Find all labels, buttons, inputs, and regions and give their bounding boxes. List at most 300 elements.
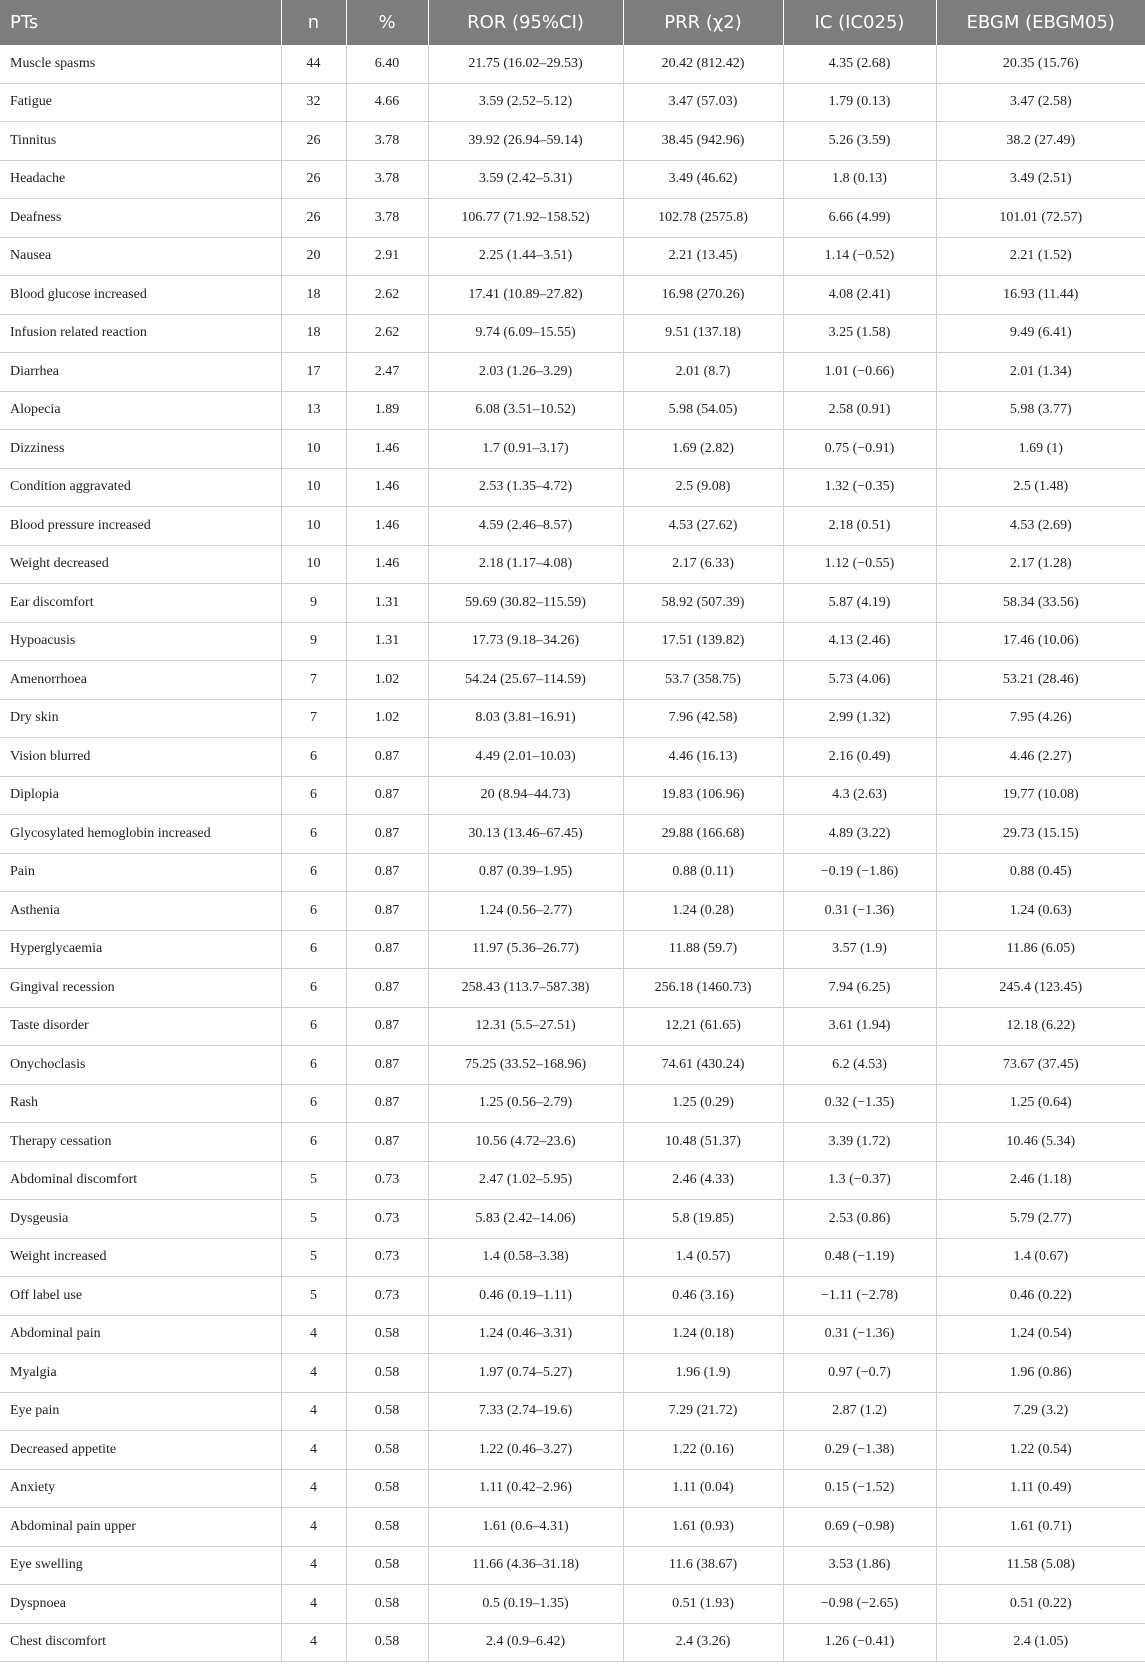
cell-ic: 4.3 (2.63) xyxy=(783,776,936,815)
cell-pt: Decreased appetite xyxy=(0,1431,281,1470)
cell-ic: 2.53 (0.86) xyxy=(783,1200,936,1239)
table-row xyxy=(0,45,1145,83)
cell-percent: 1.31 xyxy=(346,584,428,623)
cell-percent: 0.87 xyxy=(346,1123,428,1162)
table-row xyxy=(0,83,1145,122)
cell-pt: Diarrhea xyxy=(0,353,281,392)
cell-percent: 0.87 xyxy=(346,1046,428,1085)
cell-pt: Off label use xyxy=(0,1277,281,1316)
cell-pt: Pain xyxy=(0,853,281,892)
cell-ror: 1.61 (0.6–4.31) xyxy=(428,1508,623,1547)
cell-pt: Tinnitus xyxy=(0,122,281,161)
cell-pt: Eye swelling xyxy=(0,1546,281,1585)
cell-ror: 1.22 (0.46–3.27) xyxy=(428,1431,623,1470)
cell-prr: 7.29 (21.72) xyxy=(623,1392,783,1431)
cell-ebgm: 1.24 (0.63) xyxy=(936,892,1145,931)
cell-n: 5 xyxy=(281,1200,346,1239)
cell-percent: 3.78 xyxy=(346,199,428,238)
cell-prr: 2.4 (3.26) xyxy=(623,1623,783,1662)
cell-ror: 75.25 (33.52–168.96) xyxy=(428,1046,623,1085)
table-row xyxy=(0,1123,1145,1162)
header-ebgm: EBGM (EBGM05) xyxy=(936,0,1145,45)
cell-percent: 1.02 xyxy=(346,661,428,700)
table-row xyxy=(0,930,1145,969)
cell-ebgm: 1.4 (0.67) xyxy=(936,1238,1145,1277)
header-n: n xyxy=(281,0,346,45)
cell-pt: Muscle spasms xyxy=(0,45,281,83)
cell-prr: 102.78 (2575.8) xyxy=(623,199,783,238)
table-row xyxy=(0,892,1145,931)
cell-n: 26 xyxy=(281,122,346,161)
cell-ic: 0.75 (−0.91) xyxy=(783,430,936,469)
cell-ic: 3.25 (1.58) xyxy=(783,314,936,353)
cell-n: 9 xyxy=(281,622,346,661)
cell-ebgm: 20.35 (15.76) xyxy=(936,45,1145,83)
table-row xyxy=(0,122,1145,161)
cell-percent: 6.40 xyxy=(346,45,428,83)
cell-n: 18 xyxy=(281,276,346,315)
table-row xyxy=(0,1238,1145,1277)
cell-ror: 1.4 (0.58–3.38) xyxy=(428,1238,623,1277)
cell-n: 4 xyxy=(281,1469,346,1508)
cell-ic: 1.26 (−0.41) xyxy=(783,1623,936,1662)
cell-prr: 11.6 (38.67) xyxy=(623,1546,783,1585)
table-row xyxy=(0,545,1145,584)
cell-ror: 2.53 (1.35–4.72) xyxy=(428,468,623,507)
cell-ic: 5.73 (4.06) xyxy=(783,661,936,700)
cell-percent: 0.58 xyxy=(346,1392,428,1431)
cell-percent: 2.62 xyxy=(346,314,428,353)
table-row xyxy=(0,622,1145,661)
table-row xyxy=(0,430,1145,469)
cell-percent: 1.46 xyxy=(346,430,428,469)
cell-n: 6 xyxy=(281,815,346,854)
cell-pt: Myalgia xyxy=(0,1354,281,1393)
cell-pt: Headache xyxy=(0,160,281,199)
cell-n: 4 xyxy=(281,1585,346,1624)
cell-ic: 1.12 (−0.55) xyxy=(783,545,936,584)
table-row xyxy=(0,199,1145,238)
cell-prr: 1.61 (0.93) xyxy=(623,1508,783,1547)
cell-ebgm: 2.01 (1.34) xyxy=(936,353,1145,392)
cell-ic: 0.48 (−1.19) xyxy=(783,1238,936,1277)
cell-ror: 11.97 (5.36–26.77) xyxy=(428,930,623,969)
cell-ebgm: 53.21 (28.46) xyxy=(936,661,1145,700)
cell-ebgm: 10.46 (5.34) xyxy=(936,1123,1145,1162)
cell-pt: Abdominal discomfort xyxy=(0,1161,281,1200)
cell-ic: 0.29 (−1.38) xyxy=(783,1431,936,1470)
cell-ebgm: 1.24 (0.54) xyxy=(936,1315,1145,1354)
cell-pt: Hyperglycaemia xyxy=(0,930,281,969)
cell-ic: 5.26 (3.59) xyxy=(783,122,936,161)
cell-percent: 0.87 xyxy=(346,892,428,931)
cell-n: 9 xyxy=(281,584,346,623)
cell-ebgm: 5.98 (3.77) xyxy=(936,391,1145,430)
cell-ebgm: 3.47 (2.58) xyxy=(936,83,1145,122)
cell-percent: 3.78 xyxy=(346,160,428,199)
cell-ror: 1.24 (0.56–2.77) xyxy=(428,892,623,931)
cell-ebgm: 1.22 (0.54) xyxy=(936,1431,1145,1470)
cell-ror: 2.4 (0.9–6.42) xyxy=(428,1623,623,1662)
table-row xyxy=(0,1431,1145,1470)
cell-percent: 0.87 xyxy=(346,930,428,969)
cell-ebgm: 11.58 (5.08) xyxy=(936,1546,1145,1585)
cell-n: 6 xyxy=(281,738,346,777)
cell-pt: Abdominal pain xyxy=(0,1315,281,1354)
cell-prr: 256.18 (1460.73) xyxy=(623,969,783,1008)
cell-ror: 8.03 (3.81–16.91) xyxy=(428,699,623,738)
cell-prr: 3.47 (57.03) xyxy=(623,83,783,122)
cell-ror: 4.49 (2.01–10.03) xyxy=(428,738,623,777)
cell-pt: Abdominal pain upper xyxy=(0,1508,281,1547)
cell-prr: 20.42 (812.42) xyxy=(623,45,783,83)
header-prr: PRR (χ2) xyxy=(623,0,783,45)
cell-ror: 39.92 (26.94–59.14) xyxy=(428,122,623,161)
cell-prr: 1.24 (0.18) xyxy=(623,1315,783,1354)
cell-n: 6 xyxy=(281,776,346,815)
table-row xyxy=(0,353,1145,392)
cell-ic: 2.58 (0.91) xyxy=(783,391,936,430)
cell-percent: 2.62 xyxy=(346,276,428,315)
cell-ror: 2.18 (1.17–4.08) xyxy=(428,545,623,584)
cell-prr: 0.46 (3.16) xyxy=(623,1277,783,1316)
cell-prr: 1.4 (0.57) xyxy=(623,1238,783,1277)
cell-ror: 54.24 (25.67–114.59) xyxy=(428,661,623,700)
cell-n: 13 xyxy=(281,391,346,430)
cell-ebgm: 0.51 (0.22) xyxy=(936,1585,1145,1624)
cell-prr: 2.17 (6.33) xyxy=(623,545,783,584)
cell-ic: 0.15 (−1.52) xyxy=(783,1469,936,1508)
cell-prr: 2.21 (13.45) xyxy=(623,237,783,276)
cell-ic: 6.2 (4.53) xyxy=(783,1046,936,1085)
cell-ebgm: 1.69 (1) xyxy=(936,430,1145,469)
cell-ror: 0.5 (0.19–1.35) xyxy=(428,1585,623,1624)
cell-ebgm: 4.53 (2.69) xyxy=(936,507,1145,546)
cell-ror: 4.59 (2.46–8.57) xyxy=(428,507,623,546)
cell-ic: 5.87 (4.19) xyxy=(783,584,936,623)
cell-ebgm: 2.5 (1.48) xyxy=(936,468,1145,507)
cell-prr: 1.22 (0.16) xyxy=(623,1431,783,1470)
cell-percent: 0.58 xyxy=(346,1623,428,1662)
cell-ror: 30.13 (13.46–67.45) xyxy=(428,815,623,854)
cell-pt: Blood glucose increased xyxy=(0,276,281,315)
table-row xyxy=(0,1007,1145,1046)
table-row xyxy=(0,1623,1145,1662)
cell-n: 7 xyxy=(281,699,346,738)
cell-pt: Vision blurred xyxy=(0,738,281,777)
cell-n: 17 xyxy=(281,353,346,392)
table-row xyxy=(0,738,1145,777)
table-row xyxy=(0,1315,1145,1354)
table-body xyxy=(0,45,1145,1662)
cell-ic: 4.08 (2.41) xyxy=(783,276,936,315)
cell-ebgm: 0.46 (0.22) xyxy=(936,1277,1145,1316)
cell-percent: 0.87 xyxy=(346,738,428,777)
table-row xyxy=(0,391,1145,430)
table-row xyxy=(0,1585,1145,1624)
cell-ror: 1.7 (0.91–3.17) xyxy=(428,430,623,469)
table-row xyxy=(0,1469,1145,1508)
cell-ic: 2.87 (1.2) xyxy=(783,1392,936,1431)
cell-pt: Ear discomfort xyxy=(0,584,281,623)
cell-pt: Therapy cessation xyxy=(0,1123,281,1162)
cell-percent: 0.87 xyxy=(346,853,428,892)
table-row xyxy=(0,776,1145,815)
cell-percent: 0.87 xyxy=(346,815,428,854)
cell-ror: 0.87 (0.39–1.95) xyxy=(428,853,623,892)
cell-prr: 10.48 (51.37) xyxy=(623,1123,783,1162)
cell-prr: 7.96 (42.58) xyxy=(623,699,783,738)
table-row xyxy=(0,160,1145,199)
cell-n: 5 xyxy=(281,1161,346,1200)
cell-ebgm: 9.49 (6.41) xyxy=(936,314,1145,353)
cell-n: 10 xyxy=(281,468,346,507)
cell-ebgm: 12.18 (6.22) xyxy=(936,1007,1145,1046)
cell-prr: 1.69 (2.82) xyxy=(623,430,783,469)
cell-n: 10 xyxy=(281,545,346,584)
cell-pt: Dysgeusia xyxy=(0,1200,281,1239)
cell-ebgm: 0.88 (0.45) xyxy=(936,853,1145,892)
cell-prr: 0.51 (1.93) xyxy=(623,1585,783,1624)
cell-ebgm: 58.34 (33.56) xyxy=(936,584,1145,623)
table-row xyxy=(0,468,1145,507)
cell-prr: 29.88 (166.68) xyxy=(623,815,783,854)
table-row xyxy=(0,1508,1145,1547)
cell-ic: 0.69 (−0.98) xyxy=(783,1508,936,1547)
cell-percent: 0.58 xyxy=(346,1585,428,1624)
cell-prr: 9.51 (137.18) xyxy=(623,314,783,353)
cell-percent: 0.73 xyxy=(346,1238,428,1277)
cell-ror: 17.73 (9.18–34.26) xyxy=(428,622,623,661)
cell-prr: 4.46 (16.13) xyxy=(623,738,783,777)
table-row xyxy=(0,1392,1145,1431)
cell-prr: 4.53 (27.62) xyxy=(623,507,783,546)
cell-pt: Chest discomfort xyxy=(0,1623,281,1662)
cell-ic: 0.31 (−1.36) xyxy=(783,1315,936,1354)
cell-ic: 4.35 (2.68) xyxy=(783,45,936,83)
cell-ic: 1.32 (−0.35) xyxy=(783,468,936,507)
table-row xyxy=(0,853,1145,892)
cell-n: 26 xyxy=(281,160,346,199)
cell-n: 4 xyxy=(281,1546,346,1585)
cell-ic: 7.94 (6.25) xyxy=(783,969,936,1008)
cell-ebgm: 3.49 (2.51) xyxy=(936,160,1145,199)
table-row xyxy=(0,699,1145,738)
header-row xyxy=(0,0,1145,45)
cell-ror: 6.08 (3.51–10.52) xyxy=(428,391,623,430)
cell-ic: 2.18 (0.51) xyxy=(783,507,936,546)
cell-n: 6 xyxy=(281,853,346,892)
table-row xyxy=(0,1546,1145,1585)
cell-ror: 106.77 (71.92–158.52) xyxy=(428,199,623,238)
cell-ror: 1.11 (0.42–2.96) xyxy=(428,1469,623,1508)
cell-pt: Eye pain xyxy=(0,1392,281,1431)
cell-ic: 3.61 (1.94) xyxy=(783,1007,936,1046)
table-row xyxy=(0,584,1145,623)
cell-percent: 0.58 xyxy=(346,1546,428,1585)
cell-percent: 1.46 xyxy=(346,468,428,507)
cell-n: 6 xyxy=(281,892,346,931)
cell-ebgm: 4.46 (2.27) xyxy=(936,738,1145,777)
cell-ebgm: 73.67 (37.45) xyxy=(936,1046,1145,1085)
table-row xyxy=(0,1354,1145,1393)
cell-percent: 2.47 xyxy=(346,353,428,392)
cell-ic: 1.14 (−0.52) xyxy=(783,237,936,276)
cell-percent: 0.73 xyxy=(346,1200,428,1239)
table-header xyxy=(0,0,1145,45)
cell-prr: 5.8 (19.85) xyxy=(623,1200,783,1239)
table-row xyxy=(0,969,1145,1008)
cell-prr: 12.21 (61.65) xyxy=(623,1007,783,1046)
table-row xyxy=(0,1161,1145,1200)
cell-percent: 0.58 xyxy=(346,1469,428,1508)
cell-pt: Taste disorder xyxy=(0,1007,281,1046)
table-row xyxy=(0,815,1145,854)
cell-n: 26 xyxy=(281,199,346,238)
cell-percent: 1.31 xyxy=(346,622,428,661)
cell-ror: 17.41 (10.89–27.82) xyxy=(428,276,623,315)
header-ror: ROR (95%CI) xyxy=(428,0,623,45)
cell-ebgm: 1.11 (0.49) xyxy=(936,1469,1145,1508)
cell-n: 5 xyxy=(281,1238,346,1277)
cell-ror: 5.83 (2.42–14.06) xyxy=(428,1200,623,1239)
cell-pt: Weight increased xyxy=(0,1238,281,1277)
cell-prr: 2.5 (9.08) xyxy=(623,468,783,507)
cell-pt: Infusion related reaction xyxy=(0,314,281,353)
header-percent: % xyxy=(346,0,428,45)
cell-percent: 0.58 xyxy=(346,1431,428,1470)
cell-ebgm: 1.61 (0.71) xyxy=(936,1508,1145,1547)
cell-ic: −1.11 (−2.78) xyxy=(783,1277,936,1316)
cell-ror: 12.31 (5.5–27.51) xyxy=(428,1007,623,1046)
cell-ror: 7.33 (2.74–19.6) xyxy=(428,1392,623,1431)
cell-percent: 1.89 xyxy=(346,391,428,430)
cell-ror: 258.43 (113.7–587.38) xyxy=(428,969,623,1008)
cell-percent: 0.58 xyxy=(346,1508,428,1547)
cell-n: 6 xyxy=(281,1123,346,1162)
cell-ic: 0.31 (−1.36) xyxy=(783,892,936,931)
cell-ic: 1.3 (−0.37) xyxy=(783,1161,936,1200)
cell-ror: 2.03 (1.26–3.29) xyxy=(428,353,623,392)
cell-percent: 2.91 xyxy=(346,237,428,276)
cell-prr: 19.83 (106.96) xyxy=(623,776,783,815)
cell-pt: Dyspnoea xyxy=(0,1585,281,1624)
cell-n: 4 xyxy=(281,1354,346,1393)
cell-n: 44 xyxy=(281,45,346,83)
cell-ic: 0.32 (−1.35) xyxy=(783,1084,936,1123)
cell-ror: 1.24 (0.46–3.31) xyxy=(428,1315,623,1354)
cell-ebgm: 2.46 (1.18) xyxy=(936,1161,1145,1200)
cell-ror: 11.66 (4.36–31.18) xyxy=(428,1546,623,1585)
cell-percent: 0.87 xyxy=(346,1007,428,1046)
cell-pt: Alopecia xyxy=(0,391,281,430)
cell-n: 6 xyxy=(281,969,346,1008)
cell-n: 5 xyxy=(281,1277,346,1316)
cell-ic: −0.19 (−1.86) xyxy=(783,853,936,892)
cell-prr: 2.46 (4.33) xyxy=(623,1161,783,1200)
cell-pt: Onychoclasis xyxy=(0,1046,281,1085)
table-row xyxy=(0,1084,1145,1123)
cell-n: 10 xyxy=(281,430,346,469)
cell-prr: 3.49 (46.62) xyxy=(623,160,783,199)
cell-ebgm: 17.46 (10.06) xyxy=(936,622,1145,661)
cell-ic: 4.13 (2.46) xyxy=(783,622,936,661)
cell-ebgm: 5.79 (2.77) xyxy=(936,1200,1145,1239)
cell-percent: 0.87 xyxy=(346,776,428,815)
cell-n: 4 xyxy=(281,1431,346,1470)
cell-ic: 2.16 (0.49) xyxy=(783,738,936,777)
cell-ebgm: 1.96 (0.86) xyxy=(936,1354,1145,1393)
cell-ic: 4.89 (3.22) xyxy=(783,815,936,854)
cell-ic: 3.39 (1.72) xyxy=(783,1123,936,1162)
cell-percent: 0.87 xyxy=(346,1084,428,1123)
cell-ebgm: 2.4 (1.05) xyxy=(936,1623,1145,1662)
table-row xyxy=(0,661,1145,700)
table-row xyxy=(0,1200,1145,1239)
cell-n: 6 xyxy=(281,1084,346,1123)
cell-ror: 21.75 (16.02–29.53) xyxy=(428,45,623,83)
cell-prr: 16.98 (270.26) xyxy=(623,276,783,315)
cell-ror: 3.59 (2.42–5.31) xyxy=(428,160,623,199)
cell-n: 18 xyxy=(281,314,346,353)
cell-ebgm: 19.77 (10.08) xyxy=(936,776,1145,815)
cell-prr: 53.7 (358.75) xyxy=(623,661,783,700)
cell-prr: 17.51 (139.82) xyxy=(623,622,783,661)
cell-prr: 5.98 (54.05) xyxy=(623,391,783,430)
table-row xyxy=(0,1277,1145,1316)
cell-prr: 2.01 (8.7) xyxy=(623,353,783,392)
cell-n: 32 xyxy=(281,83,346,122)
cell-ror: 1.97 (0.74–5.27) xyxy=(428,1354,623,1393)
cell-n: 6 xyxy=(281,1046,346,1085)
header-ic: IC (IC025) xyxy=(783,0,936,45)
cell-pt: Anxiety xyxy=(0,1469,281,1508)
cell-pt: Diplopia xyxy=(0,776,281,815)
cell-ebgm: 7.29 (3.2) xyxy=(936,1392,1145,1431)
cell-ebgm: 29.73 (15.15) xyxy=(936,815,1145,854)
cell-ic: 3.57 (1.9) xyxy=(783,930,936,969)
cell-percent: 0.73 xyxy=(346,1277,428,1316)
cell-ic: 6.66 (4.99) xyxy=(783,199,936,238)
header-pts: PTs xyxy=(0,0,281,45)
cell-ic: 1.8 (0.13) xyxy=(783,160,936,199)
cell-ic: 1.01 (−0.66) xyxy=(783,353,936,392)
cell-pt: Asthenia xyxy=(0,892,281,931)
cell-pt: Dry skin xyxy=(0,699,281,738)
cell-n: 6 xyxy=(281,1007,346,1046)
cell-percent: 3.78 xyxy=(346,122,428,161)
cell-prr: 38.45 (942.96) xyxy=(623,122,783,161)
cell-ebgm: 7.95 (4.26) xyxy=(936,699,1145,738)
cell-pt: Weight decreased xyxy=(0,545,281,584)
cell-pt: Hypoacusis xyxy=(0,622,281,661)
cell-prr: 11.88 (59.7) xyxy=(623,930,783,969)
cell-prr: 74.61 (430.24) xyxy=(623,1046,783,1085)
cell-prr: 1.25 (0.29) xyxy=(623,1084,783,1123)
cell-ror: 10.56 (4.72–23.6) xyxy=(428,1123,623,1162)
cell-ic: 1.79 (0.13) xyxy=(783,83,936,122)
cell-percent: 0.58 xyxy=(346,1354,428,1393)
cell-ic: −0.98 (−2.65) xyxy=(783,1585,936,1624)
cell-prr: 1.24 (0.28) xyxy=(623,892,783,931)
table-row xyxy=(0,276,1145,315)
cell-ebgm: 2.17 (1.28) xyxy=(936,545,1145,584)
cell-pt: Gingival recession xyxy=(0,969,281,1008)
table-row xyxy=(0,237,1145,276)
cell-n: 6 xyxy=(281,930,346,969)
cell-ror: 1.25 (0.56–2.79) xyxy=(428,1084,623,1123)
cell-ror: 3.59 (2.52–5.12) xyxy=(428,83,623,122)
